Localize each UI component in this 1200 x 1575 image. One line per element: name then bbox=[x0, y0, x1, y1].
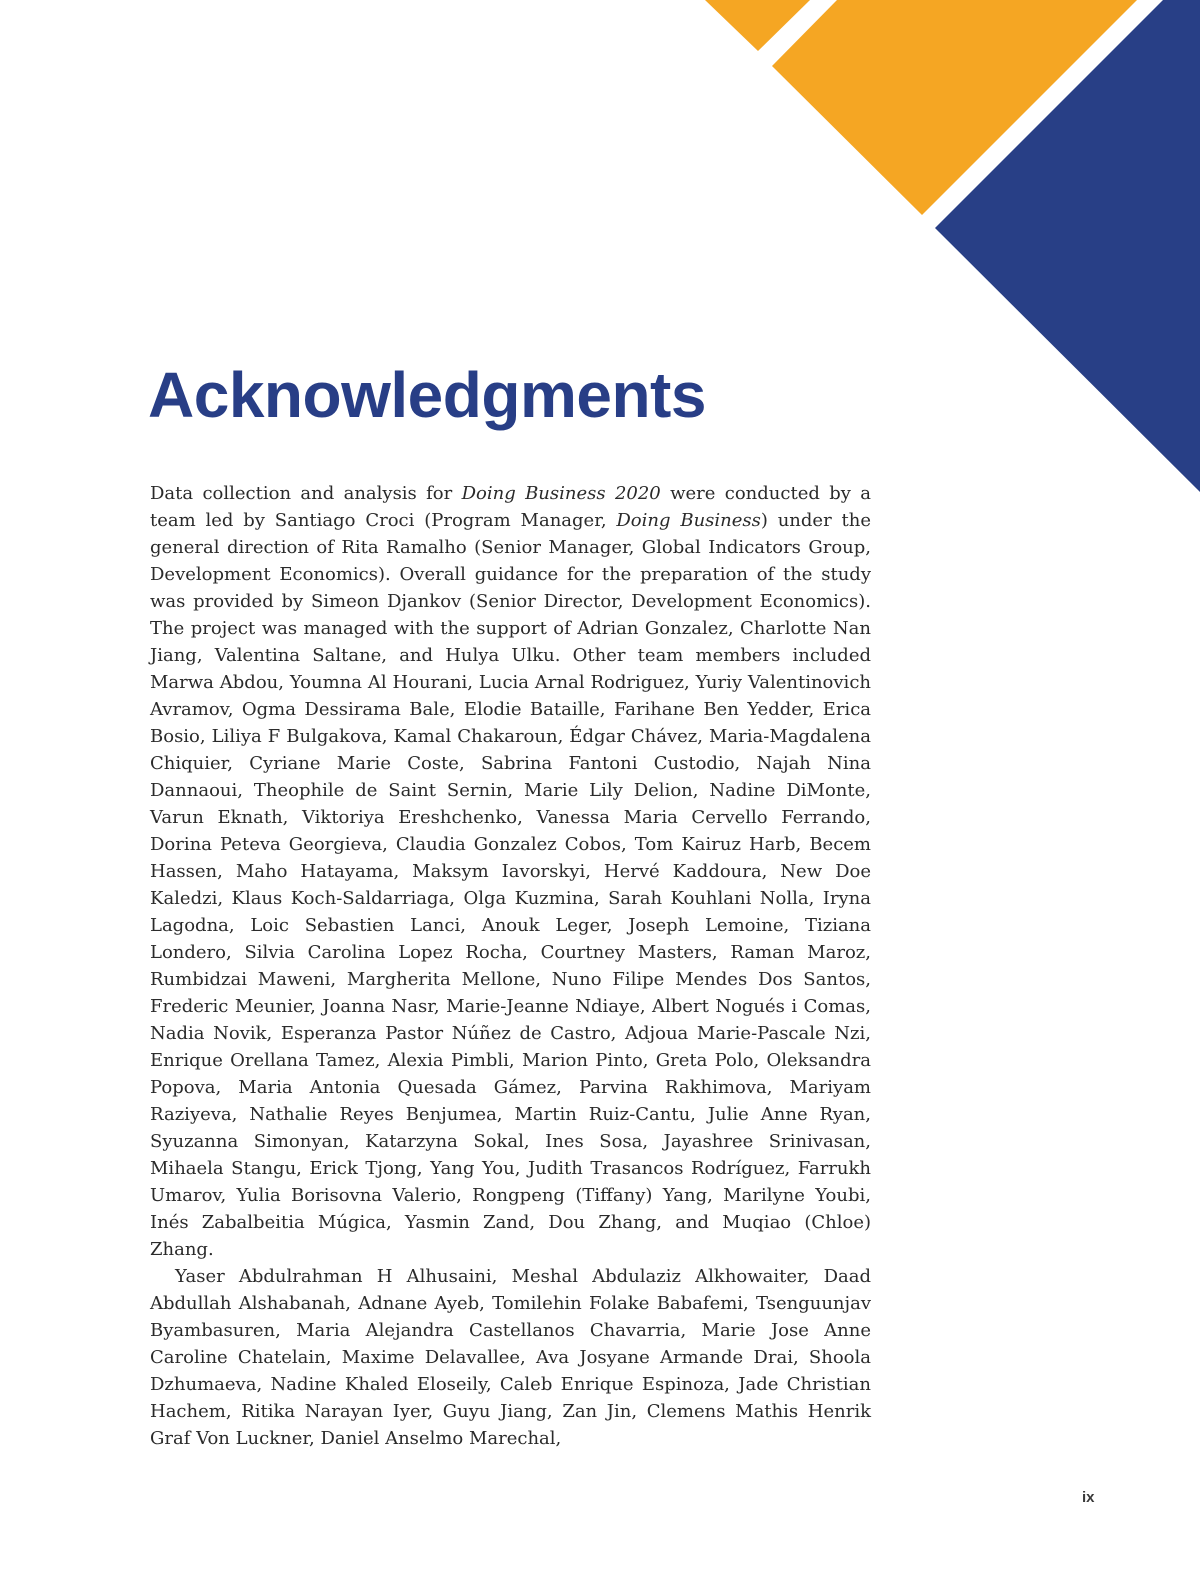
acknowledgments-body bbox=[150, 480, 871, 1452]
program-name-italic: Doing Business bbox=[616, 510, 761, 531]
paragraph-team-text-2: were conducted by a team led by Santiago Croci (Program Manager, bbox=[150, 483, 871, 531]
report-title-italic: Doing Business 2020 bbox=[461, 483, 661, 504]
page-title: Acknowledgments bbox=[148, 359, 706, 431]
corner-decoration bbox=[0, 0, 1200, 520]
paragraph-team-text-1: Data collection and analysis for bbox=[150, 483, 462, 504]
page-number: ix bbox=[1082, 1489, 1095, 1506]
paragraph-team-text-3: ) under the general direction of Rita Ramalho (Senior Manager, Global Indicators Group, Development Economics). Overall guidance for the preparation of the study was provided by Simeon Djankov (Senior Director, Development Economics). The project was managed with the support of Adrian Gonzalez, Charlotte Nan Jiang, Valentina Saltane, and Hulya Ulku. Other team members included Marwa Abdou, Youmna Al Hourani, Lucia Arnal Rodriguez, Yuriy Valentinovich Avramov, Ogma Dessirama Bale, Elodie Bataille, Farihane Ben Yedder, Erica Bosio, Liliya F Bulgakova, Kamal Chakaroun, Édgar Chávez, Maria-Magdalena Chiquier, Cyriane Marie Coste, Sabrina Fantoni Custodio, Najah Nina Dannaoui, Theophile de Saint Sernin, Marie Lily Delion, Nadine DiMonte, Varun Eknath, Viktoriya Ereshchenko, Vanessa Maria Cervello Ferrando, Dorina Peteva Georgieva, Claudia Gonzalez Cobos, Tom Kairuz Harb, Becem Hassen, Maho Hatayama, Maksym Iavorskyi, Hervé Kaddoura, New Doe Kaledzi, Klaus Koch-Saldarriaga, Olga Kuzmina, Sarah Kouhlani Nolla, Iryna Lagodna, Loic Sebastien Lanci, Anouk Leger, Joseph Lemoine, Tiziana Londero, Silvia Carolina Lopez Rocha, Courtney Masters, Raman Maroz, Rumbidzai Maweni, Margherita Mellone, Nuno Filipe Mendes Dos Santos, Frederic Meunier, Joanna Nasr, Marie-Jeanne Ndiaye, Albert Nogués i Comas, Nadia Novik, Esperanza Pastor Núñez de Castro, Adjoua Marie-Pascale Nzi, Enrique Orellana Tamez, Alexia Pimbli, Marion Pinto, Greta Polo, Oleksandra Popova, Maria Antonia Quesada Gámez, Parvina Rakhimova, Mariyam Raziyeva, Nathalie Reyes Benjumea, Martin Ruiz-Cantu, Julie Anne Ryan, Syuzanna Simonyan, Katarzyna Sokal, Ines Sosa, Jayashree Srinivasan, Mihaela Stangu, Erick Tjong, Yang You, Judith Trasancos Rodríguez, Farrukh Umarov, Yulia Borisovna Valerio, Rongpeng (Tiffany) Yang, Marilyne Youbi, Inés Zabalbeitia Múgica, Yasmin Zand, Dou Zhang, and Muqiao (Chloe) Zhang. bbox=[150, 510, 871, 1260]
paragraph-contributors: Yaser Abdulrahman H Alhusaini, Meshal Abdulaziz Alkhowaiter, Daad Abdullah Alshabanah, Adnane Ayeb, Tomilehin Folake Babafemi, Tsenguunjav Byambasuren, Maria Alejandra Castellanos Chavarria, Marie Jose Anne Caroline Chatelain, Maxime Delavallee, Ava Josyane Armande Drai, Shoola Dzhumaeva, Nadine Khaled Eloseily, Caleb Enrique Espinoza, Jade Christian Hachem, Ritika Narayan Iyer, Guyu Jiang, Zan Jin, Clemens Mathis Henrik Graf Von Luckner, Daniel Anselmo Marechal, bbox=[150, 1266, 871, 1449]
orange-triangle-small bbox=[705, 0, 810, 51]
paragraph-team bbox=[150, 480, 871, 1263]
